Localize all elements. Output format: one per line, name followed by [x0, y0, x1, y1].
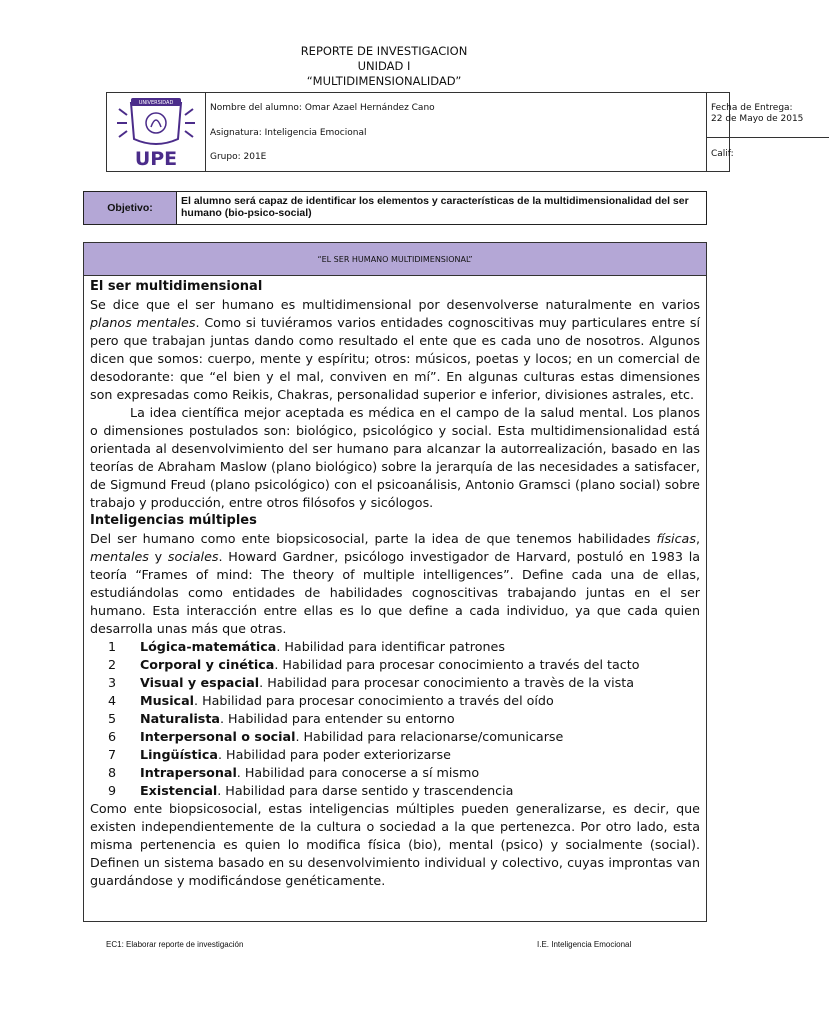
paragraph-4: Como ente biopsicosocial, estas inteligencias múltiples pueden generalizarse, es decir, que existen independientemente de la cultura o sociedad a la que pertenezca. Por otro lado, esta misma pertenencia es quien lo modifica física (bio), mental (psico) y socialmente (social). Definen un sistema basado en su desenvolvimiento individual y colectivo, cuyas improntas van guardándose y modificándose genéticamente. — [90, 801, 700, 888]
list-text: Lingüística. Habilidad para poder exteriorizarse — [140, 747, 451, 762]
paragraph-3: Del ser humano como ente biopsicosocial, parte la idea de que tenemos habilidades físicas, mentales y sociales. Howard Gardner, psicólogo investigador de Harvard, postuló en 1983 la teoría “Frames of mind: The theory of multiple intelligences”. Define cada una de ellas, estudiándolas como entidades de habilidades cognoscitivas trabajando juntas en el ser humano. Esta interacción entre ellas es lo que define a cada individuo, ya que cada quien desarrolla unas más que otras. — [90, 531, 700, 636]
list-text: Intrapersonal. Habilidad para conocerse a sí mismo — [140, 765, 480, 780]
list-item — [90, 656, 700, 674]
content-body — [90, 278, 700, 890]
grade-cell — [707, 138, 829, 171]
heading-intelligences: Inteligencias múltiples — [90, 513, 257, 528]
grade-label: Calif: — [711, 149, 734, 159]
list-text: Corporal y cinética. Habilidad para procesar conocimiento a través del tacto — [140, 657, 640, 672]
list-text: Visual y espacial. Habilidad para procesar conocimiento a travès de la vista — [140, 675, 634, 690]
objective-label: Objetivo: — [84, 192, 177, 224]
university-logo-icon — [107, 93, 205, 171]
logo-banner-text: UNIVERSIDAD — [138, 100, 174, 106]
list-text: Naturalista. Habilidad para entender su entorno — [140, 711, 455, 726]
paragraph-1: Se dice que el ser humano es multidimensional por desenvolverse naturalmente en varios planos mentales. Como si tuviéramos varios entidades cognoscitivas muy particulares entre sí pero que trabajan juntas dando como resultado el ente que es cada uno de nosotros. Algunos dicen que somos: cuerpo, mente y espíritu; otros: músicos, poetas y locos; en un comercial de desodorante: que “el bien y el mal, conviven en mí”. En algunas culturas estas dimensiones son expresadas como Reikis, Chakras, personalidad superior e inferior, divisiones astrales, etc. — [90, 297, 700, 402]
list-text: Interpersonal o social. Habilidad para relacionarse/comunicarse — [140, 729, 564, 744]
list-item — [90, 764, 700, 782]
report-title: REPORTE DE INVESTIGACION — [300, 44, 468, 58]
list-item — [90, 710, 700, 728]
list-number: 1 — [108, 639, 117, 654]
group: Grupo: 201E — [210, 152, 267, 162]
list-number: 5 — [108, 711, 117, 726]
list-number: 3 — [108, 675, 117, 690]
section-title: “EL SER HUMANO MULTIDIMENSIONAL” — [84, 243, 706, 276]
intelligence-list — [90, 638, 700, 800]
logo-text: UPE — [134, 148, 178, 170]
date-cell — [707, 93, 829, 138]
list-number: 4 — [108, 693, 117, 708]
date-value: 22 de Mayo de 2015 — [711, 114, 804, 124]
heading-multidimensional: El ser multidimensional — [90, 279, 263, 294]
list-number: 6 — [108, 729, 117, 744]
list-text: Existencial. Habilidad para darse sentido y trascendencia — [140, 783, 514, 798]
date-label: Fecha de Entrega: — [711, 103, 793, 113]
list-number: 2 — [108, 657, 117, 672]
list-text: Lógica-matemática. Habilidad para identificar patrones — [140, 639, 505, 654]
footer-left: EC1: Elaborar reporte de investigación — [106, 940, 244, 949]
paragraph-2: La idea científica mejor aceptada es médica en el campo de la salud mental. Los planos o dimensiones postulados son: biológico, psicológico y social. Esta multidimensionalidad está orientada al desenvolvimiento del ser humano para alcanzar la autorrealización, basado en las teorías de Abraham Maslow (plano biológico) sobre la jerarquía de las necesidades a satisfacer, de Sigmund Freud (plano psicológico) con el psicoanálisis, Antonio Gramsci (plano social) sobre trabajo y producción, entre otros filósofos y sicólogos. — [90, 405, 700, 510]
objective-table — [83, 191, 707, 225]
unit-title: UNIDAD I — [357, 59, 411, 73]
student-cell — [206, 93, 707, 171]
list-item — [90, 728, 700, 746]
list-item — [90, 638, 700, 656]
subject: Asignatura: Inteligencia Emocional — [210, 128, 367, 138]
footer-right: I.E. Inteligencia Emocional — [537, 940, 632, 949]
student-name: Nombre del alumno: Omar Azael Hernández Cano — [210, 103, 435, 113]
content-box — [83, 242, 707, 922]
list-text: Musical. Habilidad para procesar conocimiento a través del oído — [140, 693, 554, 708]
list-item — [90, 746, 700, 764]
list-item — [90, 782, 700, 800]
list-item — [90, 692, 700, 710]
info-table — [106, 92, 804, 172]
logo-cell — [107, 93, 206, 171]
list-number: 8 — [108, 765, 117, 780]
list-number: 9 — [108, 783, 117, 798]
objective-text: El alumno será capaz de identificar los elementos y características de la multidimensionalidad del ser humano (bio-psico-social) — [181, 195, 689, 219]
list-item — [90, 674, 700, 692]
list-number: 7 — [108, 747, 117, 762]
topic-title: “MULTIDIMENSIONALIDAD” — [306, 74, 462, 88]
